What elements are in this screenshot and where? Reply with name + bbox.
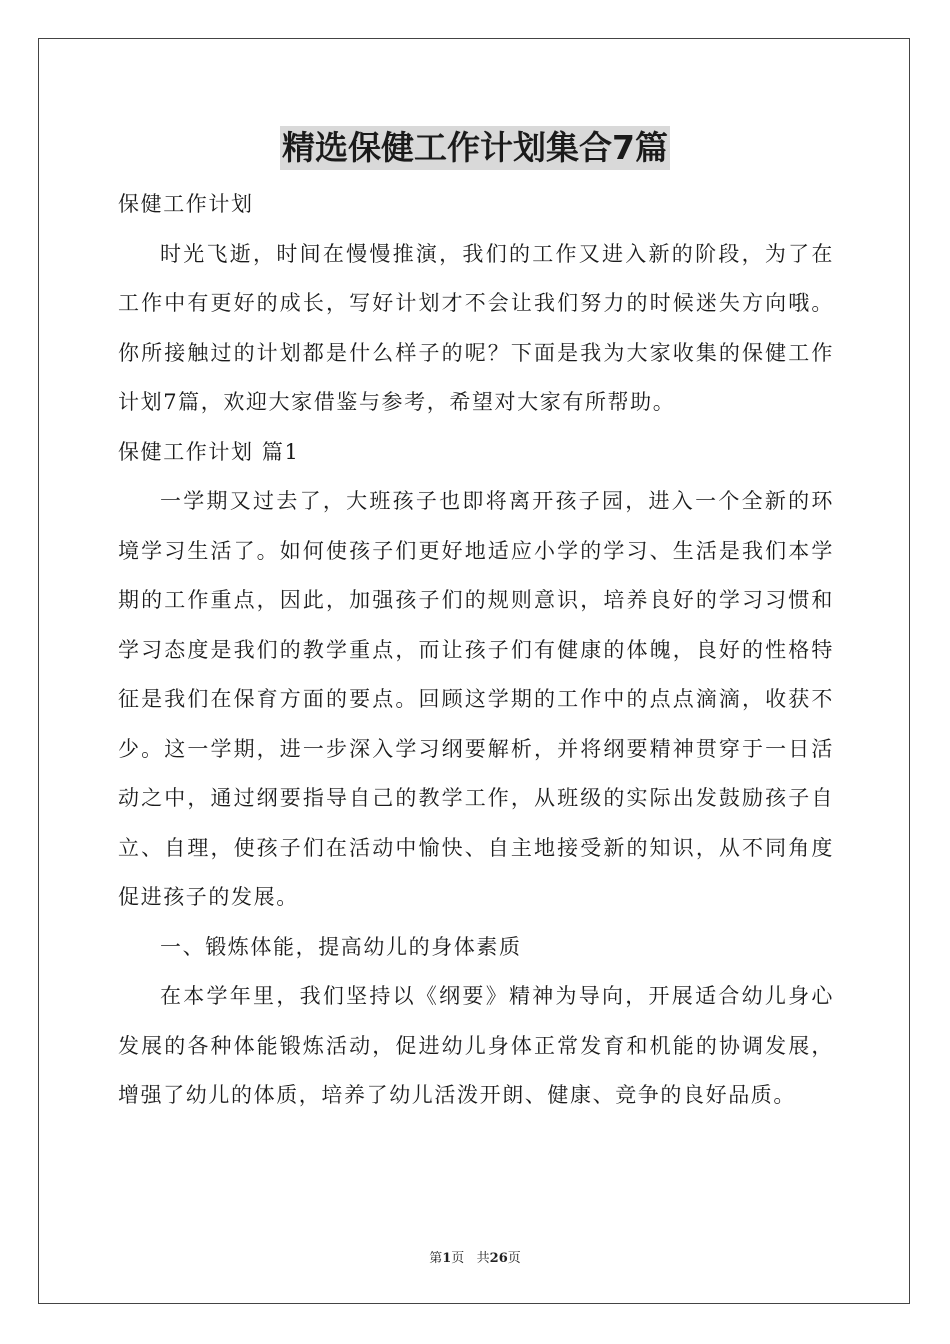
section-heading: 保健工作计划 篇1 xyxy=(118,439,300,464)
body-paragraph: 在本学年里，我们坚持以《纲要》精神为导向，开展适合幼儿身心发展的各种体能锻炼活动，促进幼儿身体正常发育和机能的协调发展，增强了幼儿的体质，培养了幼儿活泼开朗、健康、竞争的良好品质。 xyxy=(118,984,834,1107)
document-body xyxy=(118,180,834,1121)
footer-suffix: 页 xyxy=(507,1251,521,1266)
footer-prefix: 第 xyxy=(429,1251,443,1266)
footer-middle: 页 共 xyxy=(451,1251,490,1266)
section-heading: 保健工作计划 xyxy=(118,192,254,216)
page-footer xyxy=(0,1247,950,1266)
body-paragraph: 时光飞逝，时间在慢慢推演，我们的工作又进入新的阶段，为了在工作中有更好的成长，写好计划才不会让我们努力的时候迷失方向哦。你所接触过的计划都是什么样子的呢？下面是我为大家收集的保健工作计划7篇，欢迎大家借鉴与参考，希望对大家有所帮助。 xyxy=(118,241,834,414)
body-paragraph: 一学期又过去了，大班孩子也即将离开孩子园，进入一个全新的环境学习生活了。如何使孩子们更好地适应小学的学习、生活是我们本学期的工作重点，因此，加强孩子们的规则意识，培养良好的学习习惯和学习态度是我们的教学重点，而让孩子们有健康的体魄，良好的性格特征是我们在保育方面的要点。回顾这学期的工作中的点点滴滴，收获不少。这一学期，进一步深入学习纲要解析，并将纲要精神贯穿于一日活动之中，通过纲要指导自己的教学工作，从班级的实际出发鼓励孩子自立、自理，使孩子们在活动中愉快、自主地接受新的知识，从不同角度促进孩子的发展。 xyxy=(118,489,834,909)
footer-page-number: 1 xyxy=(442,1251,452,1266)
title-container xyxy=(0,126,950,170)
document-title: 精选保健工作计划集合7篇 xyxy=(280,126,670,170)
subsection-heading: 一、锻炼体能，提高幼儿的身体素质 xyxy=(160,934,522,959)
footer-total-pages: 26 xyxy=(489,1251,508,1266)
